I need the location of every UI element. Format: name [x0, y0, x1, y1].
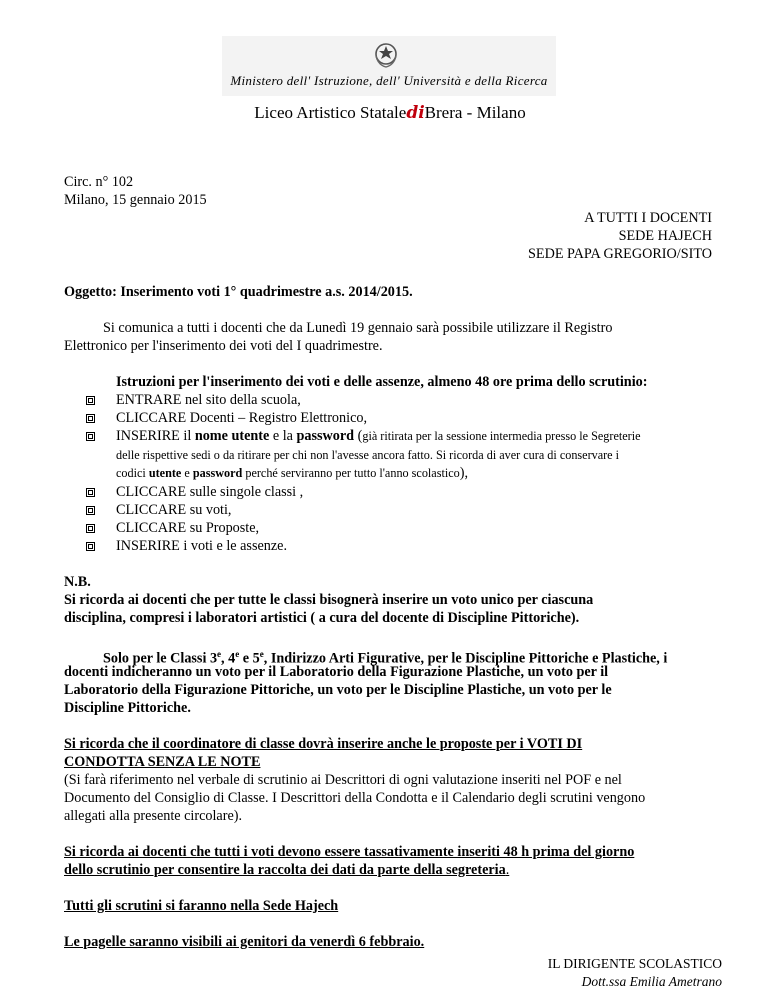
checkbox-bullet-icon [86, 524, 95, 533]
deadline-text: dello scrutinio per consentire la raccolta dei dati da parte della segreteria [64, 862, 506, 878]
ministry-title: Ministero dell' Istruzione, dell' Università e della Ricerca [230, 73, 548, 88]
classi-text: , Indirizzo Arti Figurative, per le Discipline Pittoriche e Plastiche, i [263, 650, 668, 667]
username-term: utente [148, 466, 182, 480]
deadline-line: Si ricorda ai docenti che tutti i voti devono essere tassativamente inseriti 48 h prima del giorno [64, 844, 635, 860]
circular-number: Circ. n° 102 [64, 174, 134, 190]
checkbox-bullet-icon [86, 432, 95, 441]
step-item: ENTRARE nel sito della scuola, [116, 392, 301, 408]
classi-line: Laboratorio della Figurazione Pittoriche, un voto per le Discipline Plastiche, un voto per le [64, 682, 612, 698]
instructions-title: Istruzioni per l'inserimento dei voti e delle assenze, almeno 48 ore prima dello scrutinio: [116, 374, 648, 390]
checkbox-bullet-icon [86, 396, 95, 405]
classi-line: Discipline Pittoriche. [64, 700, 191, 716]
intro-line-2: Elettronico per l'inserimento dei voti del I quadrimestre. [64, 338, 383, 354]
classi-sup: e [217, 649, 222, 659]
intro-line-1: Si comunica a tutti i docenti che da Lunedì 19 gennaio sarà possibile utilizzare il Registro [103, 320, 613, 336]
step-item: CLICCARE sulle singole classi , [116, 484, 304, 500]
classi-text: Solo per le Classi 3 [103, 650, 218, 667]
signature-name: Dott.ssa Emilia Ametrano [581, 974, 722, 989]
step-item: INSERIRE i voti e le assenze. [116, 538, 287, 554]
pagelle-line: Le pagelle saranno visibili ai genitori da venerdì 6 febbraio. [64, 934, 425, 950]
step-note: perché serviranno per tutto l'anno scolastico [242, 466, 460, 480]
school-name-pre: Liceo Artistico Statale [254, 103, 407, 122]
password-term: password [296, 428, 355, 444]
coordinator-line: Si ricorda che il coordinatore di classe dovrà inserire anche le proposte per i VOTI DI [64, 736, 583, 752]
checkbox-bullet-icon [86, 414, 95, 423]
checkbox-bullet-icon [86, 488, 95, 497]
step-item: CLICCARE Docenti – Registro Elettronico, [116, 410, 368, 426]
coordinator-line: CONDOTTA SENZA LE NOTE [64, 754, 261, 770]
step-item: CLICCARE su voti, [116, 502, 232, 518]
italian-emblem-icon [373, 40, 399, 68]
signature-title: IL DIRIGENTE SCOLASTICO [547, 956, 722, 971]
step-item: CLICCARE su Proposte, [116, 520, 260, 536]
classi-line: docenti indicheranno un voto per il Laboratorio della Figurazione Plastiche, un voto per il [64, 664, 609, 680]
classi-text: e 5 [239, 650, 260, 667]
classi-sup: e [235, 649, 240, 659]
step-note: già ritirata per la sessione intermedia presso le Segreterie [362, 429, 641, 443]
step-text: ( [354, 428, 363, 444]
coordinator-note: Documento del Consiglio di Classe. I Descrittori della Condotta e il Calendario degli scrutini vengono [64, 790, 646, 806]
circular-date: Milano, 15 gennaio 2015 [64, 192, 207, 208]
step-text: INSERIRE il [116, 428, 195, 444]
step-note: codici [116, 466, 149, 480]
step-note-line: delle rispettive sedi o da ritirare per chi non l'avesse ancora fatto. Si ricorda di aver cura di conservare i [116, 448, 620, 462]
username-term: nome utente [194, 428, 270, 444]
deadline-line-2 [64, 861, 509, 879]
password-term: password [192, 466, 243, 480]
deadline-period: . [505, 862, 510, 878]
school-name [150, 104, 630, 122]
school-name-post: Brera - Milano [424, 103, 526, 122]
recipient-line: A TUTTI I DOCENTI [584, 210, 712, 226]
recipient-line: SEDE HAJECH [618, 228, 712, 244]
recipient-line: SEDE PAPA GREGORIO/SITO [528, 246, 712, 262]
classi-sup: e [259, 649, 264, 659]
checkbox-bullet-icon [86, 542, 95, 551]
step-text: ), [459, 465, 469, 481]
nb-label: N.B. [64, 574, 91, 590]
subject-line: Oggetto: Inserimento voti 1° quadrimestre a.s. 2014/2015. [64, 284, 413, 300]
nb-line: disciplina, compresi i laboratori artistici ( a cura del docente di Discipline Pittoriche). [64, 610, 580, 626]
school-name-di: di [406, 103, 425, 123]
step-note: e [181, 466, 193, 480]
classi-text: , 4 [221, 650, 236, 667]
step-note-line [116, 464, 720, 483]
coordinator-note: allegati alla presente circolare). [64, 808, 243, 824]
sede-line: Tutti gli scrutini si faranno nella Sede Hajech [64, 898, 339, 914]
step-item-credentials [116, 427, 720, 446]
step-text: e la [269, 428, 297, 444]
coordinator-note: (Si farà riferimento nel verbale di scrutinio ai Descrittori di ogni valutazione inseriti nel POF e nel [64, 772, 622, 788]
nb-line: Si ricorda ai docenti che per tutte le classi bisognerà inserire un voto unico per ciascuna [64, 592, 594, 608]
checkbox-bullet-icon [86, 506, 95, 515]
